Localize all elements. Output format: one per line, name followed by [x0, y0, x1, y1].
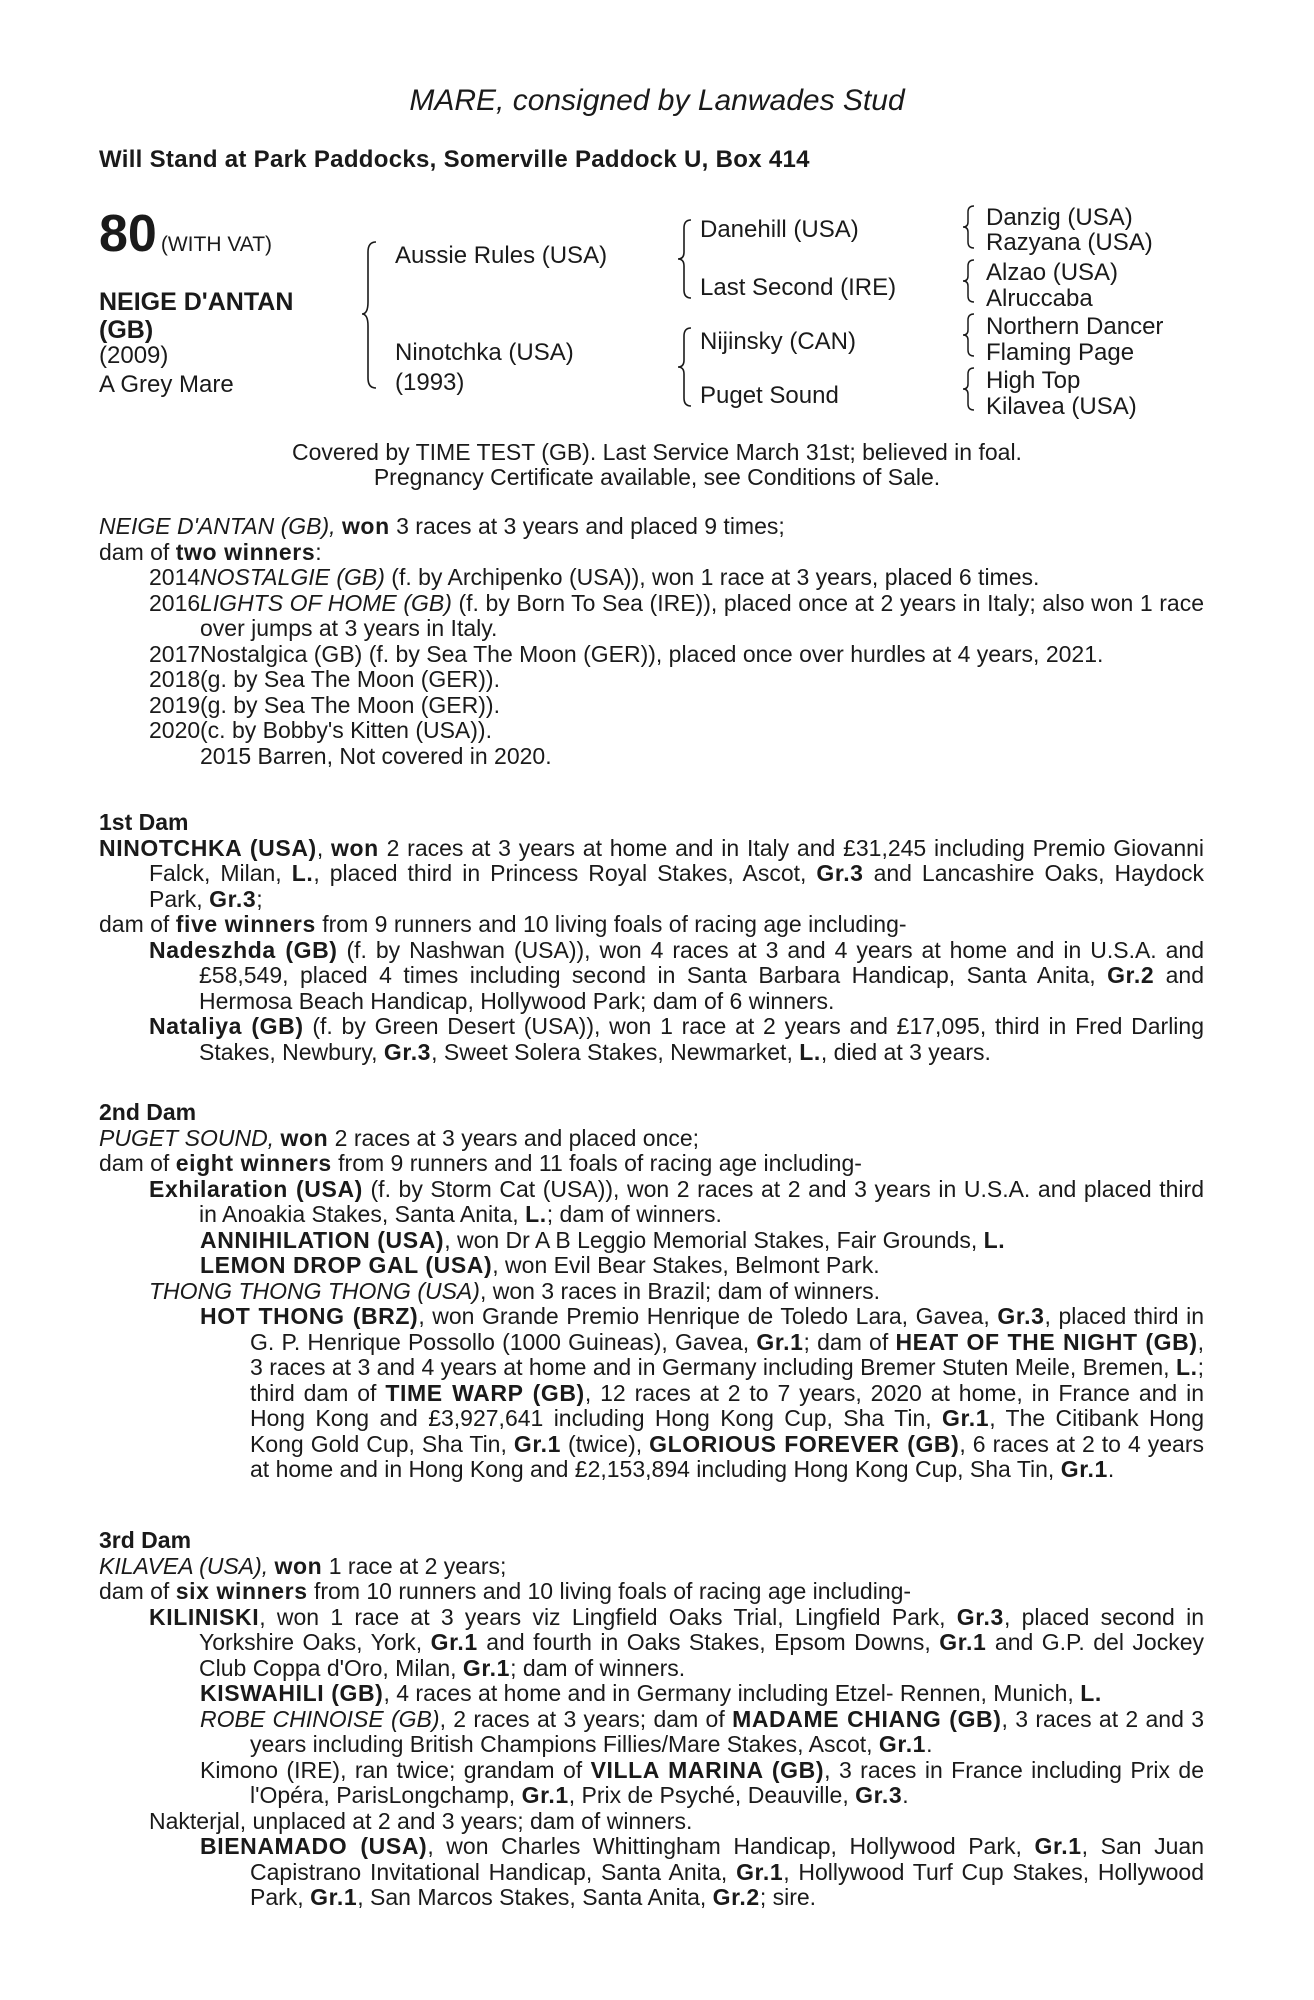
pedigree-g3-2: Razyana (USA) [986, 229, 1153, 256]
covering-note: Covered by TIME TEST (GB). Last Service March 31st; believed in foal. [292, 439, 1022, 465]
pedigree-g3-7: High Top [986, 367, 1081, 394]
produce-nataliya: Nataliya (GB) (f. by Green Desert (USA)), won 1 race at 2 years and £17,095, third in Fred Darling Stakes, Newbury, Gr.3, Sweet Solera Stakes, Newmarket, L., died at 3 years. [149, 1013, 1204, 1065]
stand-location: Will Stand at Park Paddocks, Somerville Paddock U, Box 414 [99, 146, 810, 173]
pedigree-dam-year: (1993) [395, 369, 465, 396]
horse-description: A Grey Mare [99, 371, 234, 398]
pedigree-brace-gen3a [962, 204, 976, 250]
produce-row: 2018 (g. by Sea The Moon (GER)). [149, 666, 500, 692]
produce-kimono: Kimono (IRE), ran twice; grandam of VILLA MARINA (GB), 3 races in France including Prix de l'Opéra, ParisLongchamp, Gr.1, Prix de Psyché, Deauville, Gr.3. [200, 1756, 1204, 1808]
second-dam-heading: 2nd Dam [99, 1099, 197, 1125]
first-dam-section [99, 810, 1204, 1065]
third-dam-dam-of: dam of six winners from 10 runners and 10 living foals of racing age including- [99, 1578, 912, 1604]
pedigree-g3-5: Northern Dancer [986, 313, 1164, 340]
pedigree-brace-gen3c [962, 312, 976, 358]
pedigree-g3-8: Kilavea (USA) [986, 393, 1137, 420]
produce-row: 2017 Nostalgica (GB) (f. by Sea The Moon (GER)), placed once over hurdles at 4 years, 2021. [149, 640, 1104, 667]
produce-bienamado: BIENAMADO (USA), won Charles Whittingham Handicap, Hollywood Park, Gr.1, San Juan Capistrano Invitational Handicap, Santa Anita, Gr.1, Hollywood Turf Cup Stakes, Hollywood Park, Gr.1, San Marcos Stakes, Santa Anita, Gr.2; sire. [200, 1833, 1205, 1910]
pedigree-brace-gen3b [962, 258, 976, 304]
pedigree-g3-1: Danzig (USA) [986, 204, 1133, 231]
lot-number-block [99, 204, 272, 264]
pedigree-brace-gen3d [962, 366, 976, 412]
horse-foaling-year: (2009) [99, 342, 169, 369]
pedigree-g3-6: Flaming Page [986, 339, 1135, 366]
produce-row: 2016 LIGHTS OF HOME (GB) (f. by Born To Sea (IRE)), placed once at 2 years in Italy; also won 1 race over jumps at 3 years in Italy. [149, 589, 1204, 641]
pedigree-brace-gen1 [360, 240, 380, 390]
produce-thong-thong-thong: THONG THONG THONG (USA), won 3 races in Brazil; dam of winners. [149, 1277, 881, 1304]
mare-record-section [99, 514, 1204, 769]
pedigree-dam-dam: Puget Sound [700, 382, 839, 409]
mare-record: NEIGE D'ANTAN (GB), won 3 races at 3 years and placed 9 times; [99, 513, 785, 539]
third-dam-record: KILAVEA (USA), won 1 race at 2 years; [99, 1552, 507, 1579]
second-dam-dam-of: dam of eight winners from 9 runners and 11 foals of racing age including- [99, 1150, 862, 1176]
produce-exhilaration: Exhilaration (USA) (f. by Storm Cat (USA)), won 2 races at 2 and 3 years in U.S.A. and placed third in Anoakia Stakes, Santa Anita, L.; dam of winners. [149, 1175, 1204, 1227]
produce-row: 2014 NOSTALGIE (GB) (f. by Archipenko (USA)), won 1 race at 3 years, placed 6 times. [149, 564, 1040, 590]
lot-number: 80 [99, 205, 157, 263]
produce-annihilation: ANNIHILATION (USA), won Dr A B Leggio Memorial Stakes, Fair Grounds, L. [200, 1226, 1006, 1253]
produce-row: 2019 (g. by Sea The Moon (GER)). [149, 691, 500, 718]
third-dam-section [99, 1528, 1204, 1911]
pedigree-dam-sire: Nijinsky (CAN) [700, 328, 856, 355]
pedigree-g3-3: Alzao (USA) [986, 259, 1119, 286]
produce-robe-chinoise: ROBE CHINOISE (GB), 2 races at 3 years; dam of MADAME CHIANG (GB), 3 races at 2 and 3 years including British Champions Fillies/Mare Stakes, Ascot, Gr.1. [200, 1705, 1205, 1757]
first-dam-heading: 1st Dam [99, 809, 189, 835]
vat-note: (WITH VAT) [160, 233, 273, 256]
horse-name: NEIGE D'ANTAN (GB) [99, 288, 294, 344]
pedigree-sire-sire: Danehill (USA) [700, 216, 859, 243]
pedigree-dam: Ninotchka (USA) [395, 339, 574, 366]
produce-row: 2020 (c. by Bobby's Kitten (USA)). [149, 717, 492, 743]
pedigree-g3-4: Alruccaba [986, 285, 1093, 312]
pedigree-sire: Aussie Rules (USA) [395, 242, 608, 269]
mare-dam-of: dam of two winners: [99, 538, 322, 565]
second-dam-record: PUGET SOUND, won 2 races at 3 years and placed once; [99, 1124, 700, 1151]
first-dam-dam-of: dam of five winners from 9 runners and 10 living foals of racing age including- [99, 911, 907, 937]
produce-row: 2015 Barren, Not covered in 2020. [200, 742, 552, 769]
pedigree-brace-gen2a [676, 218, 694, 300]
produce-nadeszhda: Nadeszhda (GB) (f. by Nashwan (USA)), won 4 races at 3 and 4 years at home and in U.S.A. and £58,549, placed 4 times including second in Santa Barbara Handicap, Santa Anita, Gr.2 and Hermosa Beach Handicap, Hollywood Park; dam of 6 winners. [149, 936, 1205, 1014]
second-dam-section [99, 1100, 1204, 1483]
pedigree-sire-dam: Last Second (IRE) [700, 274, 897, 301]
catalogue-title: MARE, consigned by Lanwades Stud [409, 84, 905, 117]
produce-lemon-drop-gal: LEMON DROP GAL (USA), won Evil Bear Stakes, Belmont Park. [200, 1252, 880, 1278]
pedigree-brace-gen2b [676, 326, 694, 408]
pregnancy-note: Pregnancy Certificate available, see Conditions of Sale. [373, 464, 941, 490]
produce-kiliniski: KILINISKI, won 1 race at 3 years viz Lingfield Oaks Trial, Lingfield Park, Gr.3, placed second in Yorkshire Oaks, York, Gr.1 and fourth in Oaks Stakes, Epsom Downs, Gr.1 and G.P. del Jockey Club Coppa d'Oro, Milan, Gr.1; dam of winners. [149, 1603, 1204, 1681]
produce-kiswahili: KISWAHILI (GB), 4 races at home and in Germany including Etzel- Rennen, Munich, L. [200, 1680, 1102, 1706]
first-dam-record: NINOTCHKA (USA), won 2 races at 3 years at home and in Italy and £31,245 including Premio Giovanni Falck, Milan, L., placed third in Princess Royal Stakes, Ascot, Gr.3 and Lancashire Oaks, Haydock Park, Gr.3; [99, 834, 1205, 912]
produce-hot-thong: HOT THONG (BRZ), won Grande Premio Henrique de Toledo Lara, Gavea, Gr.3, placed third in G. P. Henrique Possollo (1000 Guineas), Gavea, Gr.1; dam of HEAT OF THE NIGHT (GB), 3 races at 3 and 4 years at home and in Germany including Bremer Stuten Meile, Bremen, L.; third dam of TIME WARP (GB), 12 races at 2 to 7 years, 2020 at home, in France and in Hong Kong and £3,927,641 including Hong Kong Cup, Sha Tin, Gr.1, The Citibank Hong Kong Gold Cup, Sha Tin, Gr.1 (twice), GLORIOUS FOREVER (GB), 6 races at 2 to 4 years at home and in Hong Kong and £2,153,894 including Hong Kong Cup, Sha Tin, Gr.1. [200, 1303, 1205, 1482]
produce-nakterjal: Nakterjal, unplaced at 2 and 3 years; dam of winners. [149, 1807, 693, 1834]
third-dam-heading: 3rd Dam [99, 1527, 192, 1553]
